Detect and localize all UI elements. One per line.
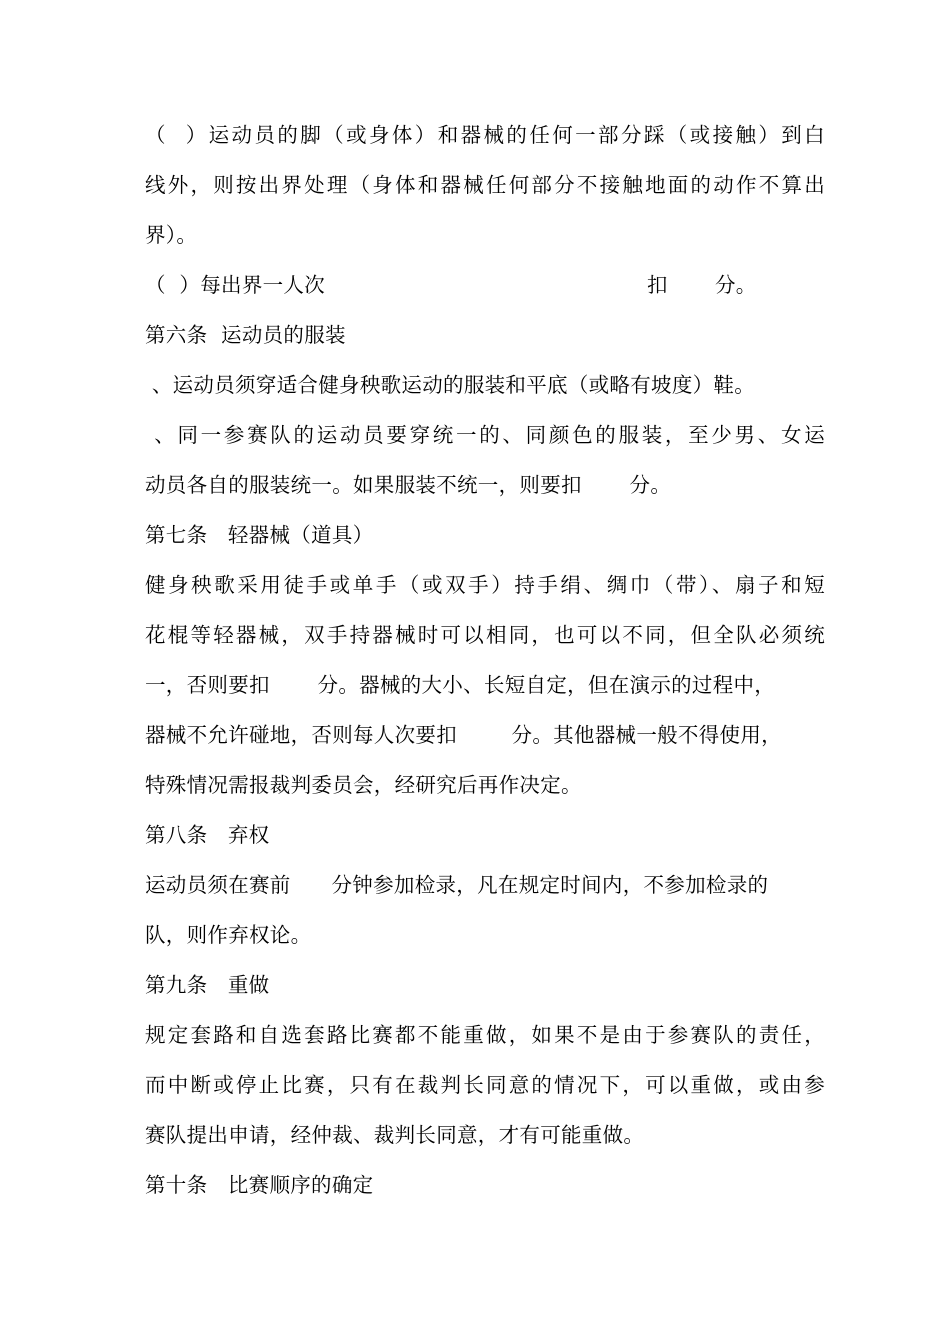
text-line: 队，则作弃权论。 — [145, 923, 312, 947]
text-line: 规定套路和自选套路比赛都不能重做，如果不是由于参赛队的责任， — [145, 1023, 825, 1047]
text-line: 线外，则按出界处理（身体和器械任何部分不接触地面的动作不算出 — [145, 173, 825, 197]
text-line: 花棍等轻器械，双手持器械时可以相同，也可以不同，但全队必须统 — [145, 623, 825, 647]
section-heading: 第七条 轻器械（道具） — [145, 523, 374, 547]
section-heading: 第八条 弃权 — [145, 823, 270, 847]
text-line: 、运动员须穿适合健身秧歌运动的服装和平底（或略有坡度）鞋。 — [145, 373, 756, 397]
text-line: 健身秧歌采用徒手或单手（或双手）持手绢、绸巾（带）、扇子和短 — [145, 573, 825, 597]
points-label: 分。 — [715, 273, 757, 297]
section-heading: 第九条 重做 — [145, 973, 270, 997]
text-line: 特殊情况需报裁判委员会，经研究后再作决定。 — [145, 773, 582, 797]
deduct-label: 扣 — [647, 273, 668, 297]
section-heading: 第十条 比赛顺序的确定 — [145, 1173, 374, 1197]
text-line: 、同一参赛队的运动员要穿统一的、同颜色的服装，至少男、女运 — [145, 423, 825, 447]
section-heading: 第六条 运动员的服装 — [145, 323, 346, 347]
text-line: 一，否则要扣 分。器械的大小、长短自定，但在演示的过程中， — [145, 673, 776, 697]
text-line: 动员各自的服装统一。如果服装不统一，则要扣 分。 — [145, 473, 672, 497]
text-line: 器械不允许碰地，否则每人次要扣 分。其他器械一般不得使用， — [145, 723, 782, 747]
text-line: 运动员须在赛前 分钟参加检录，凡在规定时间内，不参加检录的 — [145, 873, 769, 897]
text-line: 界）。 — [145, 223, 198, 247]
deduction-line-text: （ ）每出界一人次 — [145, 273, 326, 297]
text-line: （ ）运动员的脚（或身体）和器械的任何一部分踩（或接触）到白 — [145, 123, 825, 147]
text-line: 而中断或停止比赛，只有在裁判长同意的情况下，可以重做，或由参 — [145, 1073, 825, 1097]
deduction-line — [145, 268, 825, 302]
text-line: 赛队提出申请，经仲裁、裁判长同意，才有可能重做。 — [145, 1123, 645, 1147]
